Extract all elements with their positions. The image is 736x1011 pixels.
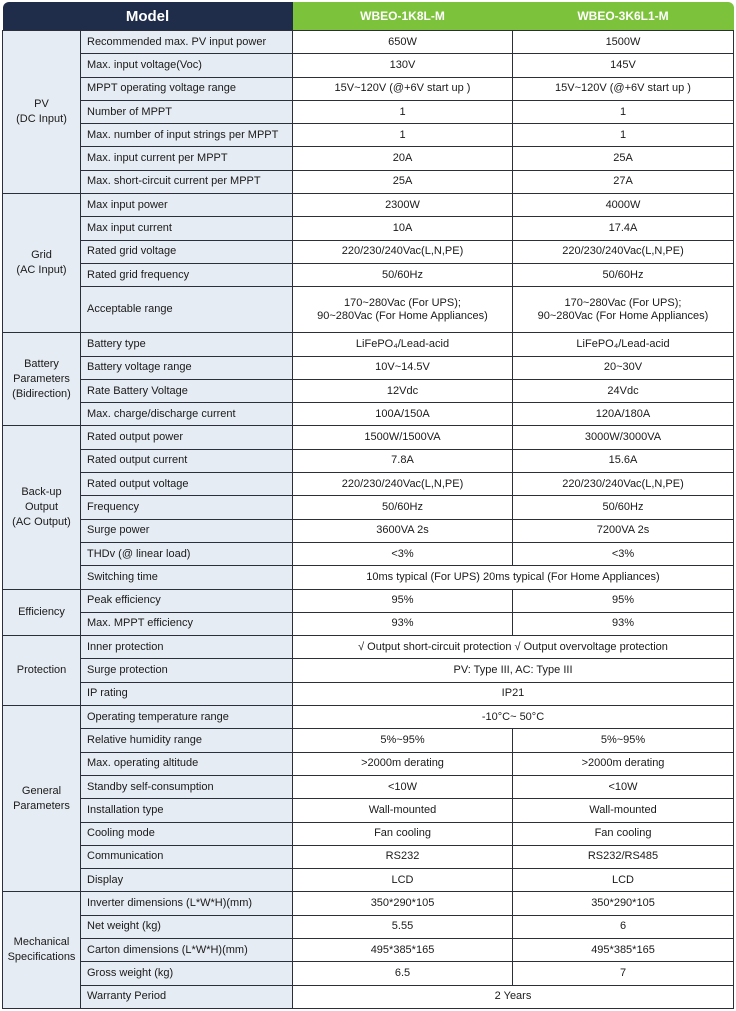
spec-row-protection [3, 659, 734, 682]
spec-label: Communication [81, 845, 293, 868]
spec-body [3, 31, 734, 1009]
spec-row-general [3, 775, 734, 798]
spec-value-b: 145V [513, 54, 734, 77]
spec-row-grid [3, 263, 734, 286]
spec-value-a: 1 [293, 100, 513, 123]
spec-label: Recommended max. PV input power [81, 31, 293, 54]
category-grid [3, 194, 81, 333]
model-b-header: WBEO-3K6L1-M [513, 2, 734, 31]
spec-value-b: 24Vdc [513, 379, 734, 402]
spec-row-grid [3, 194, 734, 217]
spec-value-b: 95% [513, 589, 734, 612]
spec-label: Rated output power [81, 426, 293, 449]
spec-row-grid [3, 217, 734, 240]
spec-value-a: Wall-mounted [293, 799, 513, 822]
category-battery [3, 333, 81, 426]
spec-label: Gross weight (kg) [81, 962, 293, 985]
spec-value-a: 220/230/240Vac(L,N,PE) [293, 473, 513, 496]
spec-row-general [3, 822, 734, 845]
spec-label: Peak efficiency [81, 589, 293, 612]
spec-value-b: Wall-mounted [513, 799, 734, 822]
spec-label: Switching time [81, 566, 293, 589]
spec-label: Surge power [81, 519, 293, 542]
spec-row-general [3, 799, 734, 822]
spec-value-b: 495*385*165 [513, 938, 734, 961]
category-efficiency [3, 589, 81, 636]
spec-value-b: 5%~95% [513, 729, 734, 752]
spec-row-mechanical [3, 915, 734, 938]
spec-value-both: √ Output short-circuit protection √ Output overvoltage protection [293, 636, 734, 659]
spec-value-b: 220/230/240Vac(L,N,PE) [513, 473, 734, 496]
spec-value-b: 6 [513, 915, 734, 938]
category-line: General [21, 784, 62, 797]
spec-row-battery [3, 403, 734, 426]
spec-value-a: LCD [293, 869, 513, 892]
spec-table [2, 2, 734, 1009]
spec-label: Warranty Period [81, 985, 293, 1008]
spec-value-a: 50/60Hz [293, 496, 513, 519]
spec-value-a: 7.8A [293, 449, 513, 472]
spec-label: Max. number of input strings per MPPT [81, 124, 293, 147]
spec-label: THDv (@ linear load) [81, 542, 293, 565]
spec-row-pv [3, 147, 734, 170]
spec-row-pv [3, 31, 734, 54]
spec-value-b: 1 [513, 124, 734, 147]
category-line: Protection [16, 664, 67, 677]
spec-value-a: 220/230/240Vac(L,N,PE) [293, 240, 513, 263]
spec-label: Max. input voltage(Voc) [81, 54, 293, 77]
spec-value-b: <10W [513, 775, 734, 798]
spec-value-a: Fan cooling [293, 822, 513, 845]
model-header-label: Model [125, 7, 170, 25]
spec-label: Rated output voltage [81, 473, 293, 496]
category-pv [3, 31, 81, 194]
spec-row-mechanical [3, 985, 734, 1008]
spec-row-backup [3, 566, 734, 589]
spec-row-backup [3, 519, 734, 542]
model-header [3, 2, 293, 31]
spec-label: Inverter dimensions (L*W*H)(mm) [81, 892, 293, 915]
spec-label: Max. charge/discharge current [81, 403, 293, 426]
spec-value-b: 50/60Hz [513, 263, 734, 286]
spec-value-b: >2000m derating [513, 752, 734, 775]
spec-value-a: <3% [293, 542, 513, 565]
spec-label: Rated grid voltage [81, 240, 293, 263]
spec-row-backup [3, 473, 734, 496]
spec-value-b: 220/230/240Vac(L,N,PE) [513, 240, 734, 263]
spec-row-pv [3, 77, 734, 100]
spec-label: Number of MPPT [81, 100, 293, 123]
category-line: Efficiency [18, 605, 65, 618]
spec-row-pv [3, 170, 734, 193]
spec-value-both: IP21 [293, 682, 734, 705]
spec-value-a: 2300W [293, 194, 513, 217]
spec-value-a: 170~280Vac (For UPS); 90~280Vac (For Home Appliances) [293, 287, 513, 333]
spec-value-b: 3000W/3000VA [513, 426, 734, 449]
spec-row-battery [3, 379, 734, 402]
spec-label: Battery type [81, 333, 293, 356]
spec-label: Battery voltage range [81, 356, 293, 379]
spec-value-a: 1500W/1500VA [293, 426, 513, 449]
spec-label: Rate Battery Voltage [81, 379, 293, 402]
spec-value-a: 5.55 [293, 915, 513, 938]
spec-label: Acceptable range [81, 287, 293, 333]
spec-value-b: 15V~120V (@+6V start up ) [513, 77, 734, 100]
spec-row-efficiency [3, 589, 734, 612]
spec-row-protection [3, 636, 734, 659]
spec-label: Rated grid frequency [81, 263, 293, 286]
spec-value-a: 100A/150A [293, 403, 513, 426]
spec-label: Operating temperature range [81, 706, 293, 729]
spec-value-both: 10ms typical (For UPS) 20ms typical (For Home Appliances) [293, 566, 734, 589]
spec-value-a: 130V [293, 54, 513, 77]
spec-label: Inner protection [81, 636, 293, 659]
spec-value-a: 12Vdc [293, 379, 513, 402]
category-line: (DC Input) [16, 113, 67, 126]
spec-label: Frequency [81, 496, 293, 519]
spec-value-a: 5%~95% [293, 729, 513, 752]
spec-sheet [2, 0, 732, 1009]
spec-value-b: 170~280Vac (For UPS); 90~280Vac (For Home Appliances) [513, 287, 734, 333]
spec-row-backup [3, 496, 734, 519]
spec-label: Surge protection [81, 659, 293, 682]
category-line: Parameters [13, 799, 70, 812]
spec-value-a: 6.5 [293, 962, 513, 985]
spec-label: Net weight (kg) [81, 915, 293, 938]
spec-row-mechanical [3, 938, 734, 961]
category-line: PV [34, 98, 49, 111]
spec-value-b: 27A [513, 170, 734, 193]
spec-label: Max input current [81, 217, 293, 240]
spec-value-b: 7200VA 2s [513, 519, 734, 542]
header-row [3, 2, 734, 31]
spec-label: Max. MPPT efficiency [81, 612, 293, 635]
model-a-header: WBEO-1K8L-M [293, 2, 513, 31]
spec-row-grid [3, 287, 734, 333]
category-line: (AC Input) [16, 264, 67, 277]
spec-value-b: LCD [513, 869, 734, 892]
spec-value-a: >2000m derating [293, 752, 513, 775]
spec-row-general [3, 752, 734, 775]
spec-value-b: 25A [513, 147, 734, 170]
spec-value-b: <3% [513, 542, 734, 565]
spec-label: Installation type [81, 799, 293, 822]
spec-value-a: 20A [293, 147, 513, 170]
category-line: Specifications [7, 951, 76, 964]
spec-label: IP rating [81, 682, 293, 705]
spec-row-grid [3, 240, 734, 263]
spec-value-b: 4000W [513, 194, 734, 217]
spec-row-general [3, 706, 734, 729]
spec-value-both: -10°C~ 50°C [293, 706, 734, 729]
spec-value-a: LiFePO₄/Lead-acid [293, 333, 513, 356]
spec-value-both: 2 Years [293, 985, 734, 1008]
spec-label: Carton dimensions (L*W*H)(mm) [81, 938, 293, 961]
spec-value-a: 25A [293, 170, 513, 193]
spec-value-b: 120A/180A [513, 403, 734, 426]
spec-value-b: 7 [513, 962, 734, 985]
spec-row-general [3, 729, 734, 752]
spec-label: Max. input current per MPPT [81, 147, 293, 170]
spec-value-b: Fan cooling [513, 822, 734, 845]
spec-value-b: 50/60Hz [513, 496, 734, 519]
spec-value-a: 95% [293, 589, 513, 612]
spec-label: Relative humidity range [81, 729, 293, 752]
spec-value-a: 495*385*165 [293, 938, 513, 961]
spec-value-both: PV: Type III, AC: Type III [293, 659, 734, 682]
spec-row-pv [3, 124, 734, 147]
spec-label: Max. short-circuit current per MPPT [81, 170, 293, 193]
spec-row-protection [3, 682, 734, 705]
spec-value-a: 15V~120V (@+6V start up ) [293, 77, 513, 100]
spec-row-battery [3, 356, 734, 379]
spec-value-b: 93% [513, 612, 734, 635]
spec-value-a: 350*290*105 [293, 892, 513, 915]
spec-row-general [3, 869, 734, 892]
category-line: Battery [24, 357, 59, 370]
spec-value-b: 1500W [513, 31, 734, 54]
category-protection [3, 636, 81, 706]
spec-label: Rated output current [81, 449, 293, 472]
category-line: Parameters [13, 372, 70, 385]
spec-value-a: <10W [293, 775, 513, 798]
spec-value-b: 15.6A [513, 449, 734, 472]
spec-row-mechanical [3, 962, 734, 985]
spec-value-b: 20~30V [513, 356, 734, 379]
category-general [3, 706, 81, 892]
spec-value-a: 50/60Hz [293, 263, 513, 286]
category-line: (Bidirection) [12, 387, 71, 400]
spec-row-backup [3, 426, 734, 449]
spec-row-battery [3, 333, 734, 356]
spec-label: Cooling mode [81, 822, 293, 845]
category-line: Grid [31, 249, 52, 262]
category-mechanical [3, 892, 81, 1008]
spec-value-b: 1 [513, 100, 734, 123]
spec-label: Display [81, 869, 293, 892]
spec-row-pv [3, 100, 734, 123]
category-line: Back-up [21, 485, 62, 498]
spec-value-a: 93% [293, 612, 513, 635]
spec-value-a: 1 [293, 124, 513, 147]
spec-row-efficiency [3, 612, 734, 635]
spec-row-general [3, 845, 734, 868]
spec-value-a: 3600VA 2s [293, 519, 513, 542]
category-backup [3, 426, 81, 589]
spec-row-backup [3, 542, 734, 565]
category-line: Output [24, 500, 59, 513]
spec-value-a: 10A [293, 217, 513, 240]
spec-row-mechanical [3, 892, 734, 915]
spec-label: MPPT operating voltage range [81, 77, 293, 100]
spec-label: Standby self-consumption [81, 775, 293, 798]
spec-value-b: LiFePO₄/Lead-acid [513, 333, 734, 356]
spec-label: Max input power [81, 194, 293, 217]
spec-row-pv [3, 54, 734, 77]
spec-value-b: RS232/RS485 [513, 845, 734, 868]
category-line: Mechanical [13, 936, 70, 949]
category-line: (AC Output) [12, 515, 71, 528]
spec-row-backup [3, 449, 734, 472]
spec-value-b: 17.4A [513, 217, 734, 240]
spec-value-a: 650W [293, 31, 513, 54]
spec-label: Max. operating altitude [81, 752, 293, 775]
spec-value-a: RS232 [293, 845, 513, 868]
spec-value-b: 350*290*105 [513, 892, 734, 915]
spec-value-a: 10V~14.5V [293, 356, 513, 379]
